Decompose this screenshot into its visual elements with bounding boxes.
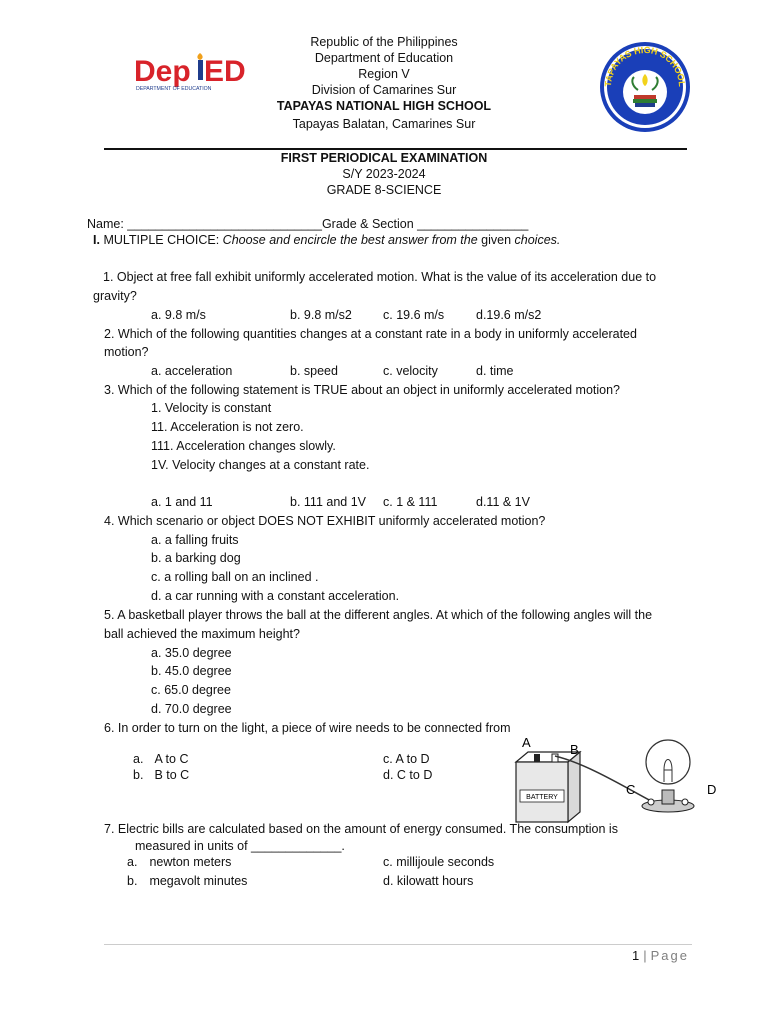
q6-choice-a[interactable]: a. A to C	[133, 752, 189, 766]
q3-statement-2: 11. Acceleration is not zero.	[151, 420, 304, 434]
exam-sy: S/Y 2023-2024	[342, 167, 426, 181]
instructions-text: Choose and encircle the best answer from the	[222, 233, 478, 247]
q1-choice-d[interactable]: d.19.6 m/s2	[476, 308, 542, 322]
lightbulb-icon	[642, 740, 694, 812]
q7-choice-d[interactable]: d. kilowatt hours	[383, 874, 474, 888]
battery-icon	[516, 752, 580, 822]
q2-choice-b[interactable]: b. speed	[290, 364, 338, 378]
q7-text-cont: measured in units of _____________.	[135, 839, 345, 853]
q5-text-cont: ball achieved the maximum height?	[104, 627, 300, 641]
q3-choice-c[interactable]: c. 1 & 111	[383, 495, 438, 509]
q3-choice-b[interactable]: b. 111 and 1V	[290, 495, 366, 509]
q3-choice-a[interactable]: a. 1 and 11	[151, 495, 213, 509]
school-seal	[598, 40, 692, 134]
seal-text: TAPAYAS HIGH SCHOOL	[602, 44, 688, 87]
q5-choice-c[interactable]: c. 65.0 degree	[151, 683, 231, 697]
page-separator: |	[643, 948, 647, 963]
q1-choice-c[interactable]: c. 19.6 m/s	[383, 308, 445, 322]
q5-text: 5. A basketball player throws the ball at the different angles. At which of the following angles will the	[104, 608, 653, 622]
deped-logo-dep: Dep	[134, 55, 191, 88]
label-b: B	[570, 742, 579, 757]
header-line-department: Department of Education	[314, 51, 454, 65]
q2-choice-c[interactable]: c. velocity	[383, 364, 438, 378]
q4-choice-a[interactable]: a. a falling fruits	[151, 533, 239, 547]
q2-choice-d[interactable]: d. time	[476, 364, 514, 378]
q7-choice-c[interactable]: c. millijoule seconds	[383, 855, 495, 869]
q3-text: 3. Which of the following statement is TRUE about an object in uniformly accelerated motion?	[104, 383, 621, 397]
q1-choice-b[interactable]: b. 9.8 m/s2	[290, 308, 352, 322]
q4-choice-c[interactable]: c. a rolling ball on an inclined .	[151, 570, 319, 584]
exam-title: FIRST PERIODICAL EXAMINATION	[280, 151, 488, 165]
page-number: 1	[632, 948, 640, 963]
q6-text: 6. In order to turn on the light, a piece of wire needs to be connected from	[104, 721, 511, 735]
q3-statement-1: 1. Velocity is constant	[151, 401, 272, 415]
q6-choice-b[interactable]: b. B to C	[133, 768, 190, 782]
q6-choice-d[interactable]: d. C to D	[383, 768, 433, 782]
school-name: TAPAYAS NATIONAL HIGH SCHOOL	[276, 99, 492, 113]
q3-choice-d[interactable]: d.11 & 1V	[476, 495, 530, 509]
q5-choice-b[interactable]: b. 45.0 degree	[151, 664, 232, 678]
q1-choice-a[interactable]: a. 9.8 m/s	[151, 308, 206, 322]
q5-choice-a[interactable]: a. 35.0 degree	[151, 646, 232, 660]
q7-choice-a[interactable]: a. newton meters	[127, 855, 232, 869]
q2-text-cont: motion?	[104, 345, 149, 359]
footer-divider	[104, 944, 692, 945]
q4-text: 4. Which scenario or object DOES NOT EXHIBIT uniformly accelerated motion?	[104, 514, 546, 528]
q3-statement-3: 111. Acceleration changes slowly.	[151, 439, 336, 453]
q2-text: 2. Which of the following quantities changes at a constant rate in a body in uniformly accelerated	[104, 327, 637, 341]
q1-text: 1. Object at free fall exhibit uniformly accelerated motion. What is the value of its acceleration due to	[103, 270, 657, 284]
battery-bulb-diagram	[508, 734, 722, 824]
battery-label: BATTERY	[526, 794, 558, 801]
name-grade-section-line: Name: ____________________________Grade & Section ________________	[87, 217, 529, 231]
label-c: C	[626, 782, 636, 797]
deped-logo-ed: ED	[204, 55, 246, 88]
terminal-a	[534, 754, 540, 762]
header-line-region: Region V	[358, 67, 410, 81]
terminal-b	[552, 754, 558, 762]
instructions-label: MULTIPLE CHOICE:	[103, 233, 223, 247]
instructions-end: choices.	[514, 233, 561, 247]
q4-choice-b[interactable]: b. a barking dog	[151, 551, 241, 565]
page-footer	[632, 948, 689, 963]
instructions	[93, 232, 560, 248]
header-line-division: Division of Camarines Sur	[311, 83, 457, 97]
q5-choice-d[interactable]: d. 70.0 degree	[151, 702, 232, 716]
deped-logo-subtitle: DEPARTMENT OF EDUCATION	[136, 86, 212, 92]
q6-choice-c[interactable]: c. A to D	[383, 752, 430, 766]
q3-statement-4: 1V. Velocity changes at a constant rate.	[151, 458, 370, 472]
exam-grade: GRADE 8-SCIENCE	[326, 183, 442, 197]
header-line-republic: Republic of the Philippines	[310, 35, 458, 49]
label-d: D	[707, 782, 717, 797]
school-address: Tapayas Balatan, Camarines Sur	[292, 117, 476, 131]
instructions-number: I.	[93, 233, 100, 247]
q2-choice-a[interactable]: a. acceleration	[151, 364, 233, 378]
q7-choice-b[interactable]: b. megavolt minutes	[127, 874, 248, 888]
label-a: A	[522, 735, 531, 750]
q7-text: 7. Electric bills are calculated based on the amount of energy consumed. The consumption is	[104, 822, 618, 836]
q1-text-cont: gravity?	[93, 289, 137, 303]
q4-choice-d[interactable]: d. a car running with a constant acceleration.	[151, 589, 400, 603]
instructions-given: given	[477, 233, 515, 247]
page-word: Page	[650, 948, 689, 963]
